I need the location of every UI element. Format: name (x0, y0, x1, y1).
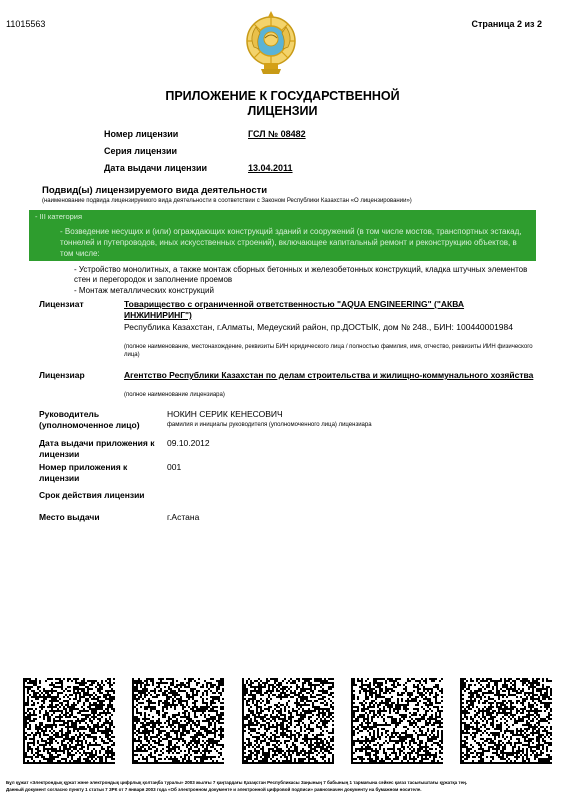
place-value: г.Астана (167, 512, 200, 522)
license-number-value: ГСЛ № 08482 (248, 129, 306, 139)
appendix-date-value: 09.10.2012 (167, 438, 210, 448)
qr-code (242, 678, 334, 765)
state-emblem-icon (245, 11, 297, 75)
validity-label: Срок действия лицензии (39, 490, 145, 500)
licensor-label: Лицензиар (39, 370, 85, 380)
license-date-label: Дата выдачи лицензии (104, 163, 208, 173)
licensee-address: Республика Казахстан, г.Алматы, Медеуский район, пр.ДОСТЫК, дом № 248., БИН: 100440001984 (124, 322, 513, 332)
license-number-label: Номер лицензии (104, 129, 179, 139)
document-number: 11015563 (6, 19, 46, 29)
licensee-note: (полное наименование, местонахождение, реквизиты БИН юридического лица / полностью фамилия, имя, отчество, реквизиты ИИН физического лица) (124, 344, 533, 358)
legal-footer: Бұл құжат «Электрондық құжат және электрондық цифрлық қолтаңба туралы» 2003 жылғы 7 қаңтардағы Қазақстан Республикасы Заңының 7 бабының 1 тармағына сәйкес қағаз тасығыштағы құжатқа тең. Данный документ согласно пункту 1 статьи 7 ЗРК от 7 января 2003 года «Об электронном документе и электронной цифровой подписи» равнозначен документу на бумажном носителе. (6, 780, 468, 792)
subtypes-note: (наименование подвида лицензируемого вида деятельности в соответствии с Законом Республики Казахстан «О лицензировании») (42, 198, 412, 204)
license-date-value: 13.04.2011 (248, 163, 293, 173)
licensee-label: Лицензиат (39, 299, 84, 309)
licensee-name: Товарищество с ограниченной ответственностью "AQUA ENGINEERING" ("АКВА ИНЖИНИРИНГ") (124, 299, 465, 320)
subtypes-heading: Подвид(ы) лицензируемого вида деятельности (42, 185, 268, 196)
highlighted-activity: - Возведение несущих и (или) ограждающих конструкций зданий и сооружений (в том числе мостов, транспортных эстакад, тоннелей и путепроводов, иных искусственных строений), включающее капитальный ремонт и реконструкцию объектов, в том числе: (60, 227, 522, 258)
qr-code (460, 678, 552, 765)
page-title: ПРИЛОЖЕНИЕ К ГОСУДАРСТВЕННОЙ ЛИЦЕНЗИИ (165, 89, 400, 118)
head-label: Руководитель (уполномоченное лицо) (39, 409, 140, 430)
qr-code (132, 678, 224, 765)
licensor-note: (полное наименование лицензиара) (124, 392, 225, 398)
licensor-name: Агентство Республики Казахстан по делам строительства и жилищно-коммунального хозяйства (124, 370, 534, 380)
appendix-number-value: 001 (167, 462, 182, 472)
category-label: - III категория (35, 212, 83, 221)
appendix-number-label: Номер приложения к лицензии (39, 462, 128, 483)
qr-code (23, 678, 115, 765)
activity-item: - Устройство монолитных, а также монтаж сборных бетонных и железобетонных конструкций, кладка штучных элементов стен и перегородок и заполнение проемов (74, 265, 528, 284)
head-note: фамилия и инициалы руководителя (уполномоченного лица) лицензиара (167, 422, 372, 428)
qr-code (351, 678, 443, 765)
page-indicator: Страница 2 из 2 (471, 19, 542, 29)
place-label: Место выдачи (39, 512, 100, 522)
activity-item: - Монтаж металлических конструкций (74, 286, 214, 295)
appendix-date-label: Дата выдачи приложения к лицензии (39, 438, 155, 459)
head-value: НОКИН СЕРИК КЕНЕСОВИЧ (167, 409, 283, 419)
license-series-label: Серия лицензии (104, 146, 178, 156)
